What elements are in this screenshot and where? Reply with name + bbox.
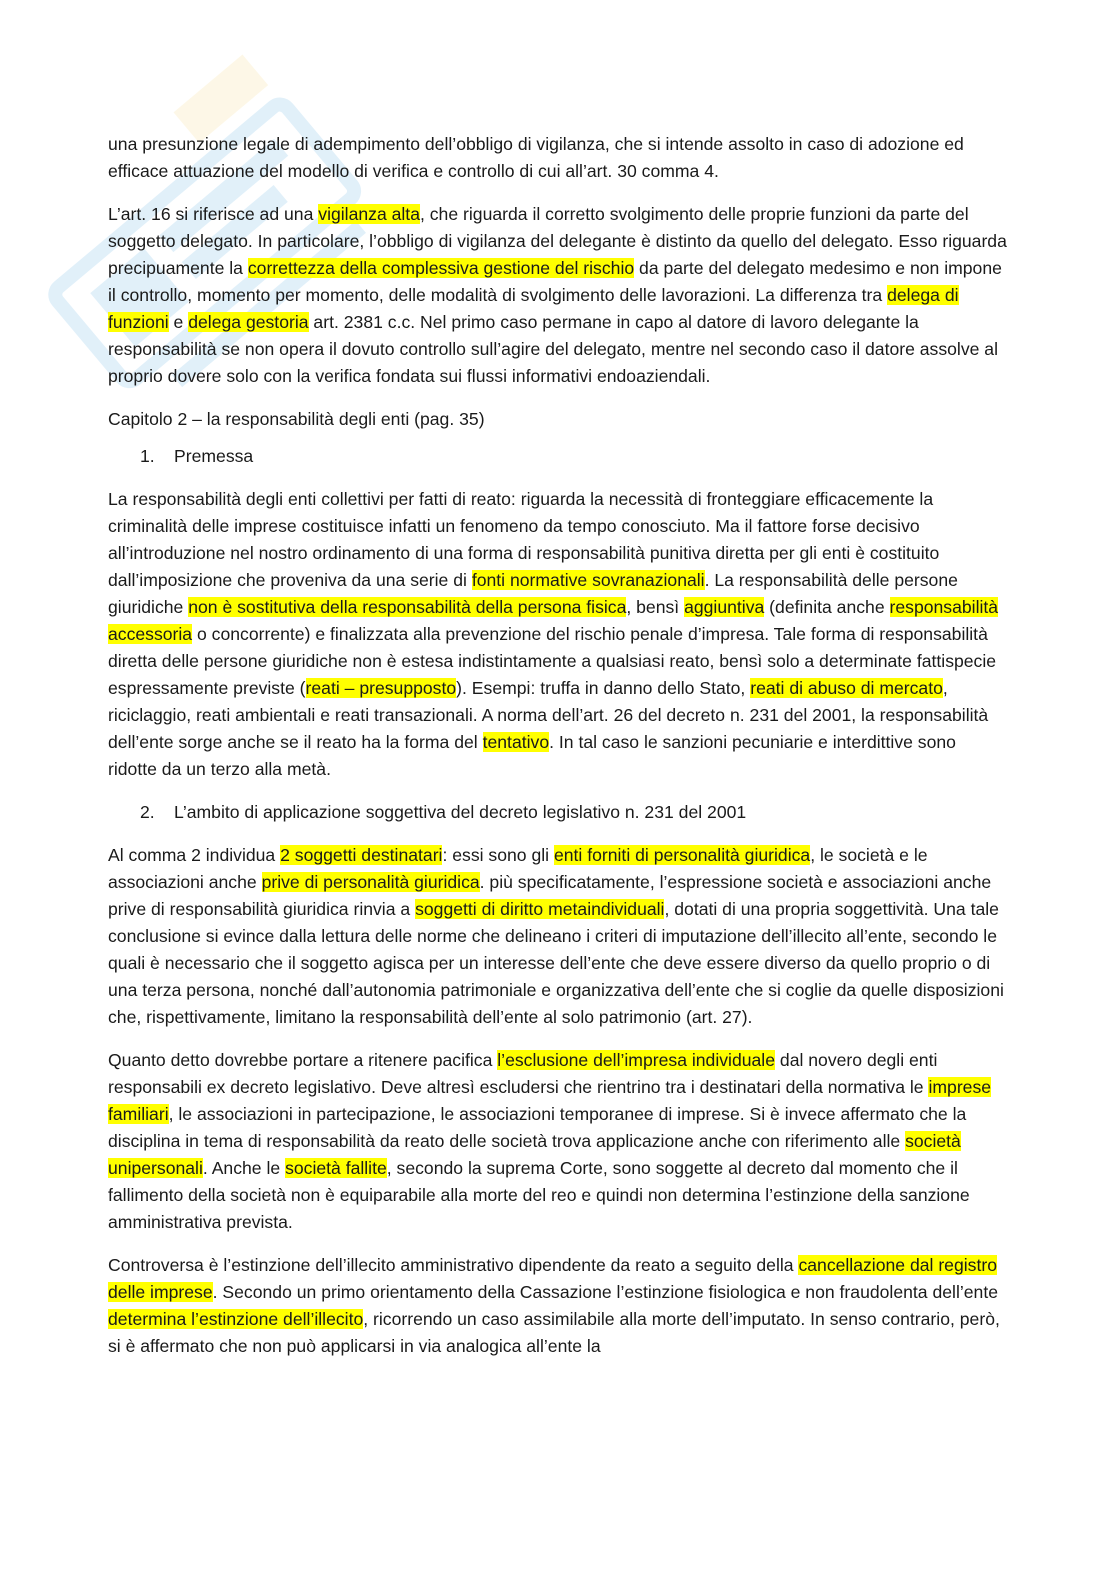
highlighted-text: vigilanza alta [318, 204, 420, 224]
text-segment: : essi sono gli [442, 845, 554, 865]
list-number: 1. [140, 446, 155, 466]
text-segment: Capitolo 2 – la responsabilità degli enti (pag. 35) [108, 409, 485, 429]
highlighted-text: delega gestoria [188, 312, 309, 332]
text-segment: ). Esempi: truffa in danno dello Stato, [456, 678, 751, 698]
highlighted-text: delega di funzioni [108, 285, 959, 332]
text-segment: , secondo la suprema Corte, sono soggette al decreto dal momento che il fallimento della società non è equiparabile alla morte del reo e quindi non determina l’estinzione della sanzione amministrativa prevista. [108, 1158, 970, 1232]
document-body [108, 131, 1008, 1376]
text-segment: (definita anche [764, 597, 890, 617]
paragraph [108, 1047, 1008, 1236]
text-segment: , le società e le associazioni anche [108, 845, 928, 892]
highlighted-text: aggiuntiva [684, 597, 765, 617]
highlighted-text: reati – presupposto [305, 678, 457, 698]
text-segment: , bensì [626, 597, 685, 617]
text-segment: L’ambito di applicazione soggettiva del decreto legislativo n. 231 del 2001 [174, 802, 747, 822]
paragraph [108, 131, 1008, 185]
paragraph [108, 1252, 1008, 1360]
text-segment: , le associazioni in partecipazione, le associazioni temporanee di imprese. Si è invece affermato che la disciplina in tema di responsabilità da reato delle società trova applicazione anche con riferimento alle [108, 1104, 967, 1151]
highlighted-text: l’esclusione dell’impresa individuale [497, 1050, 776, 1070]
text-segment: , ricorrendo un caso assimilabile alla morte dell’imputato. In senso contrario, però, si è affermato che non può applicarsi in via analogica all’ente la [108, 1309, 1000, 1356]
highlighted-text: soggetti di diritto metaindividuali [415, 899, 665, 919]
text-segment: , che riguarda il corretto svolgimento delle proprie funzioni da parte del soggetto delegato. In particolare, l’obbligo di vigilanza del delegante è distinto da quello del delegato. Esso riguarda precipuamente la [108, 204, 1007, 278]
text-segment: Al comma 2 individua [108, 845, 281, 865]
text-segment: . La responsabilità delle persone giuridiche [108, 570, 958, 617]
highlighted-text: 2 soggetti destinatari [280, 845, 443, 865]
highlighted-text: imprese familiari [108, 1077, 992, 1124]
highlighted-text: reati di abuso di mercato [750, 678, 943, 698]
text-segment: . più specificatamente, l’espressione società e associazioni anche prive di responsabilità giuridica rinvia a [108, 872, 992, 919]
text-segment: una presunzione legale di adempimento dell’obbligo di vigilanza, che si intende assolto in caso di adozione ed efficace attuazione del modello di verifica e controllo di cui all’art. 30 comma 4. [108, 134, 964, 181]
text-segment: . Anche le [202, 1158, 286, 1178]
text-segment: , riciclaggio, reati ambientali e reati transazionali. A norma dell’art. 26 del decreto n. 231 del 2001, la responsabilità dell’ente sorge anche se il reato ha la forma del [108, 678, 989, 752]
text-segment: art. 2381 c.c. Nel primo caso permane in capo al datore di lavoro delegante la responsabilità se non opera il dovuto controllo sull’agire del delegato, mentre nel secondo caso il datore assolve al proprio dovere solo con la verifica fondata sui flussi informativi endoaziendali. [108, 312, 999, 386]
list-heading [108, 443, 1008, 470]
highlighted-text: non è sostitutiva della responsabilità della persona fisica [188, 597, 627, 617]
text-segment: Controversa è l’estinzione dell’illecito amministrativo dipendente da reato a seguito della [108, 1255, 799, 1275]
text-segment: Quanto detto dovrebbe portare a ritenere pacifica [108, 1050, 498, 1070]
paragraph [108, 406, 1008, 433]
paragraph [108, 842, 1008, 1031]
highlighted-text: enti forniti di personalità giuridica [553, 845, 811, 865]
highlighted-text: società unipersonali [108, 1131, 961, 1178]
text-segment: Premessa [174, 446, 254, 466]
text-segment: . In tal caso le sanzioni pecuniarie e interdittive sono ridotte da un terzo alla metà. [108, 732, 956, 779]
list-number: 2. [140, 802, 155, 822]
text-segment: . Secondo un primo orientamento della Cassazione l’estinzione fisiologica e non fraudolenta dell’ente [212, 1282, 999, 1302]
paragraph [108, 486, 1008, 783]
text-segment: da parte del delegato medesimo e non impone il controllo, momento per momento, delle modalità di svolgimento delle lavorazioni. La differenza tra [108, 258, 1002, 305]
text-segment: La responsabilità degli enti collettivi per fatti di reato: riguarda la necessità di fronteggiare efficacemente la criminalità delle imprese costituisce infatti un fenomeno da tempo conosciuto. Ma il fattore forse decisivo all’introduzione nel nostro ordinamento di una forma di responsabilità punitiva diretta per gli enti è costituito dall’imposizione che proveniva da una serie di [108, 489, 940, 590]
text-segment: e [168, 312, 189, 332]
highlighted-text: correttezza della complessiva gestione del rischio [247, 258, 635, 278]
highlighted-text: cancellazione dal registro delle imprese [108, 1255, 997, 1302]
text-segment: dal novero degli enti responsabili ex decreto legislativo. Deve altresì escludersi che rientrino tra i destinatari della normativa le [108, 1050, 938, 1097]
highlighted-text: responsabilità accessoria [108, 597, 999, 644]
highlighted-text: tentativo [482, 732, 550, 752]
text-segment: L’art. 16 si riferisce ad una [108, 204, 319, 224]
paragraph [108, 201, 1008, 390]
list-heading [108, 799, 1008, 826]
text-segment: , dotati di una propria soggettività. Una tale conclusione si evince dalla lettura delle norme che delineano i criteri di imputazione dell’illecito all’ente, secondo le quali è necessario che il soggetto agisca per un interesse dell’ente che deve essere diverso da quello proprio o di una terza persona, nonché dall’autonomia patrimoniale e organizzativa dell’ente che si coglie da quelle disposizioni che, rispettivamente, limitano la responsabilità dell’ente al solo patrimonio (art. 27). [108, 899, 1004, 1027]
text-segment: o concorrente) e finalizzata alla prevenzione del rischio penale d’impresa. Tale forma di responsabilità diretta delle persone giuridiche non è estesa indistintamente a qualsiasi reato, bensì solo a determinate fattispecie espressamente previste ( [108, 624, 997, 698]
highlighted-text: determina l’estinzione dell’illecito [108, 1309, 364, 1329]
highlighted-text: società fallite [285, 1158, 387, 1178]
highlighted-text: prive di personalità giuridica [261, 872, 480, 892]
highlighted-text: fonti normative sovranazionali [471, 570, 705, 590]
